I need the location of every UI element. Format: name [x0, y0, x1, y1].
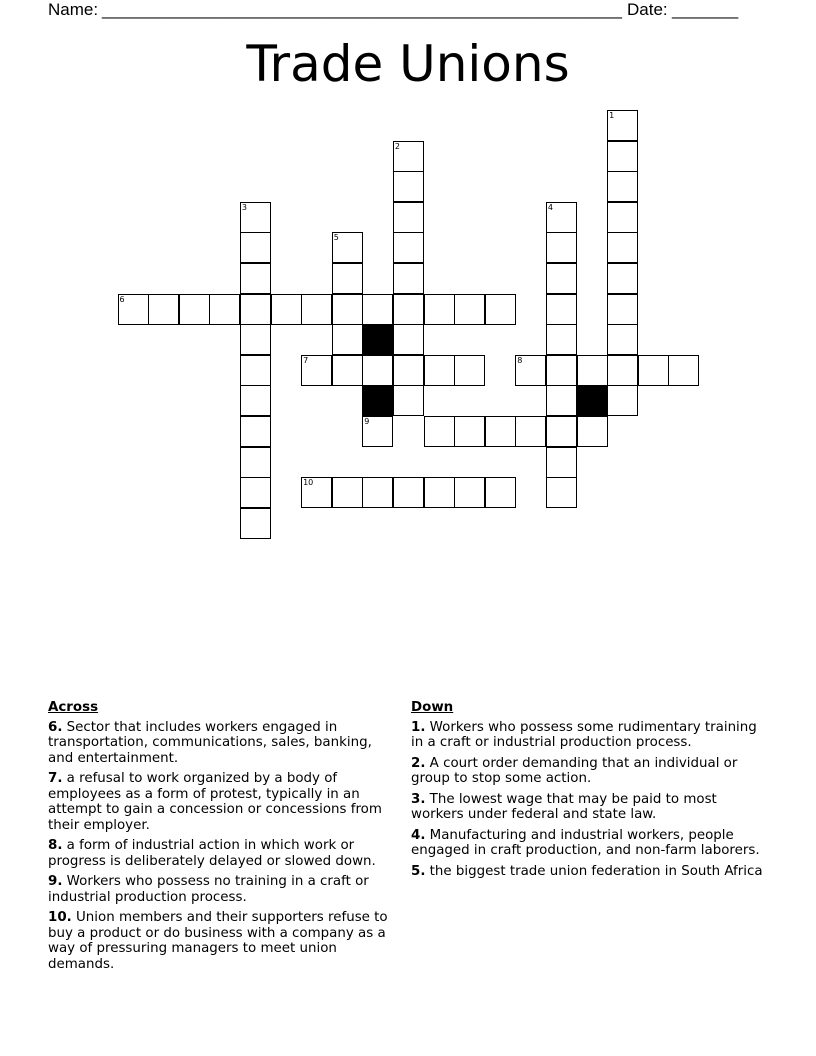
- crossword-cell-8[interactable]: [515, 355, 546, 386]
- clue-text: a refusal to work organized by a body of employees as a form of protest, typically in an attempt to gain a concession or concessions from their employer.: [48, 771, 382, 833]
- clue-across-9: [48, 874, 400, 905]
- crossword-cell[interactable]: [393, 232, 424, 263]
- crossword-cell[interactable]: [607, 171, 638, 202]
- crossword-cell-2[interactable]: [393, 141, 424, 172]
- down-clues: [411, 700, 773, 884]
- crossword-cell[interactable]: [332, 263, 363, 294]
- clue-text: The lowest wage that may be paid to most workers under federal and state law.: [411, 791, 717, 822]
- worksheet-header: [0, 0, 816, 22]
- clue-number: 1.: [411, 719, 426, 735]
- clue-number-label: 1: [609, 111, 615, 120]
- crossword-cell[interactable]: [546, 447, 577, 478]
- clue-number-label: 2: [394, 141, 400, 151]
- crossword-cell[interactable]: [546, 477, 577, 508]
- crossword-cell[interactable]: [485, 416, 516, 447]
- crossword-cell[interactable]: [424, 477, 455, 508]
- crossword-cell[interactable]: [607, 202, 638, 233]
- crossword-cell[interactable]: [607, 294, 638, 325]
- down-heading: Down: [411, 700, 454, 715]
- clue-across-10: [48, 910, 400, 972]
- crossword-cell[interactable]: [240, 232, 271, 263]
- clue-down-2: [411, 756, 773, 787]
- crossword-cell[interactable]: [546, 355, 577, 386]
- crossword-cell-10[interactable]: [301, 477, 332, 508]
- clue-number-label: 6: [119, 294, 125, 304]
- crossword-cell[interactable]: [332, 355, 363, 386]
- crossword-cell[interactable]: [240, 447, 271, 478]
- clue-down-1: [411, 720, 773, 751]
- across-clues: [48, 700, 400, 977]
- crossword-cell[interactable]: [546, 263, 577, 294]
- crossword-cell[interactable]: [332, 294, 363, 325]
- crossword-cell[interactable]: [577, 355, 608, 386]
- crossword-cell[interactable]: [240, 263, 271, 294]
- clue-across-8: [48, 838, 400, 869]
- crossword-cell[interactable]: [607, 385, 638, 416]
- crossword-cell[interactable]: [209, 294, 240, 325]
- clue-number: 10.: [48, 910, 72, 925]
- crossword-cell-1[interactable]: [607, 110, 638, 141]
- crossword-cell[interactable]: [362, 477, 393, 508]
- clue-across-6: [48, 720, 400, 767]
- crossword-cell[interactable]: [546, 324, 577, 355]
- clue-number: 8.: [48, 838, 63, 853]
- name-label: Name:: [48, 0, 99, 19]
- crossword-cell[interactable]: [607, 263, 638, 294]
- clue-text: Manufacturing and industrial workers, people engaged in craft production, and non-farm laborers.: [411, 827, 760, 858]
- crossword-cell-3[interactable]: [240, 202, 271, 233]
- crossword-cell[interactable]: [332, 324, 363, 355]
- crossword-cell[interactable]: [240, 324, 271, 355]
- clue-number: 2.: [411, 755, 426, 771]
- crossword-cell[interactable]: [546, 232, 577, 263]
- crossword-cell[interactable]: [240, 416, 271, 447]
- crossword-cell[interactable]: [240, 508, 271, 539]
- crossword-cell[interactable]: [393, 477, 424, 508]
- crossword-cell[interactable]: [454, 355, 485, 386]
- clue-number-label: 10: [303, 478, 314, 488]
- crossword-cell[interactable]: [393, 171, 424, 202]
- clue-down-3: [411, 792, 773, 823]
- crossword-cell[interactable]: [546, 294, 577, 325]
- crossword-cell[interactable]: [271, 294, 302, 325]
- name-field-line[interactable]: _______________________________________________________: [102, 0, 623, 19]
- crossword-cell[interactable]: [240, 355, 271, 386]
- clue-number: 3.: [411, 791, 426, 807]
- crossword-cell[interactable]: [546, 385, 577, 416]
- clue-text: Union members and their supporters refuse to buy a product or do business with a company as a way of pressuring managers to meet union demands.: [48, 910, 388, 972]
- clue-number-label: 9: [364, 417, 370, 426]
- crossword-cell[interactable]: [179, 294, 210, 325]
- across-heading: Across: [48, 700, 99, 715]
- crossword-cell[interactable]: [454, 477, 485, 508]
- crossword-cell[interactable]: [393, 202, 424, 233]
- clue-number: 6.: [48, 719, 63, 735]
- clue-number-label: 7: [303, 355, 309, 365]
- crossword-cell[interactable]: [424, 294, 455, 325]
- crossword-cell[interactable]: [485, 294, 516, 325]
- clue-number: 4.: [411, 827, 426, 843]
- crossword-cell[interactable]: [362, 355, 393, 386]
- clue-number-label: 5: [333, 233, 339, 243]
- clue-across-7: [48, 771, 400, 833]
- black-cell: [362, 385, 393, 416]
- crossword-cell[interactable]: [607, 355, 638, 386]
- crossword-cell[interactable]: [424, 416, 455, 447]
- crossword-cell[interactable]: [148, 294, 179, 325]
- crossword-cell[interactable]: [424, 355, 455, 386]
- clue-number-label: 3: [241, 202, 247, 212]
- crossword-cell-7[interactable]: [301, 355, 332, 386]
- puzzle-title: Trade Unions: [246, 35, 570, 93]
- crossword-cell[interactable]: [332, 477, 363, 508]
- clue-text: the biggest trade union federation in South Africa: [429, 863, 763, 879]
- crossword-cell[interactable]: [393, 355, 424, 386]
- crossword-cell[interactable]: [485, 477, 516, 508]
- crossword-cell[interactable]: [393, 294, 424, 325]
- clue-text: Workers who possess no training in a craft or industrial production process.: [48, 874, 369, 905]
- crossword-cell[interactable]: [638, 355, 669, 386]
- clue-text: A court order demanding that an individual or group to stop some action.: [411, 755, 738, 786]
- crossword-cell[interactable]: [393, 385, 424, 416]
- crossword-cell[interactable]: [454, 416, 485, 447]
- crossword-cell[interactable]: [607, 141, 638, 172]
- crossword-cell[interactable]: [301, 294, 332, 325]
- crossword-cell-9[interactable]: [362, 416, 393, 447]
- clue-number: 9.: [48, 874, 63, 889]
- clue-number-label: 8: [517, 355, 523, 365]
- crossword-cell[interactable]: [393, 324, 424, 355]
- black-cell: [577, 385, 608, 416]
- crossword-cell[interactable]: [546, 416, 577, 447]
- crossword-cell-6[interactable]: [118, 294, 149, 325]
- crossword-cell[interactable]: [577, 416, 608, 447]
- clue-number: 7.: [48, 771, 63, 786]
- date-field-line[interactable]: _______: [672, 0, 739, 19]
- crossword-cell[interactable]: [454, 294, 485, 325]
- crossword-cell[interactable]: [362, 294, 393, 325]
- crossword-cell[interactable]: [240, 477, 271, 508]
- crossword-cell[interactable]: [240, 294, 271, 325]
- crossword-cell[interactable]: [393, 263, 424, 294]
- clue-down-4: [411, 828, 773, 859]
- clue-text: a form of industrial action in which work or progress is deliberately delayed or slowed down.: [48, 838, 376, 869]
- clue-text: Sector that includes workers engaged in transportation, communications, sales, banking, and entertainment.: [48, 719, 372, 766]
- crossword-cell[interactable]: [607, 232, 638, 263]
- crossword-cell[interactable]: [515, 416, 546, 447]
- clue-number-label: 4: [547, 202, 553, 212]
- crossword-cell[interactable]: [607, 324, 638, 355]
- crossword-cell[interactable]: [668, 355, 699, 386]
- black-cell: [362, 324, 393, 355]
- clue-number: 5.: [411, 863, 426, 879]
- clue-text: Workers who possess some rudimentary training in a craft or industrial production process.: [411, 719, 757, 750]
- crossword-cell-4[interactable]: [546, 202, 577, 233]
- date-label: Date:: [627, 0, 668, 19]
- crossword-cell-5[interactable]: [332, 232, 363, 263]
- crossword-cell[interactable]: [240, 385, 271, 416]
- clue-down-5: [411, 864, 773, 880]
